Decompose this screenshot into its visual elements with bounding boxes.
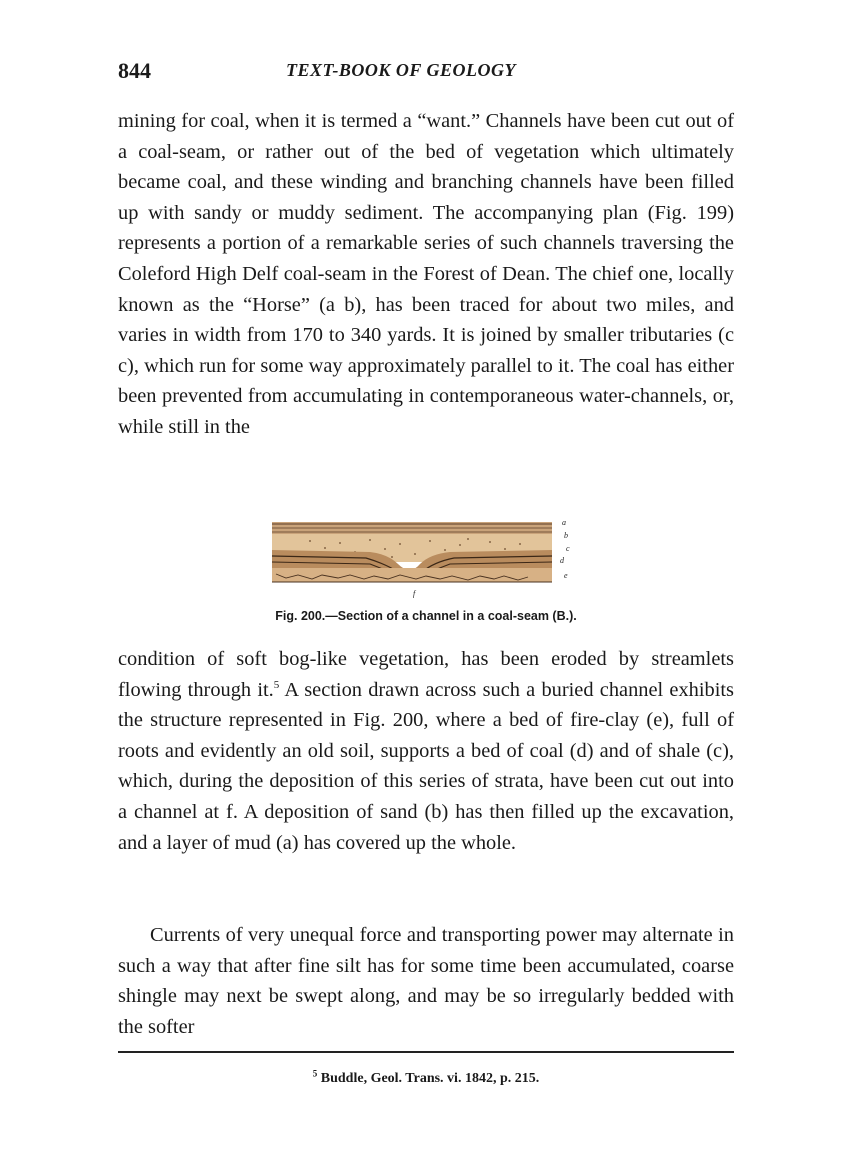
- fig-label-f: f: [413, 589, 416, 598]
- page-number: 844: [118, 58, 151, 83]
- footnote-reference: 5: [273, 678, 280, 691]
- paragraph-1: mining for coal, when it is termed a “want.” Channels have been cut out of a coal-seam, or rather out of the bed of vegetation which ultimately became coal, and these winding and branching channels have been filled up with sandy or muddy sediment. The accompanying plan (Fig. 199) represents a portion of a remarkable series of such channels traversing the Coleford High Delf coal-seam in the Forest of Dean. The chief one, locally known as the “Horse” (a b), has been traced for about two miles, and varies in width from 170 to 340 yards. It is joined by smaller tributaries (c c), which run for some way approximately parallel to it. The coal has either been prevented from accumulating in contemporaneous water-channels, or, while still in the: [118, 110, 734, 438]
- footnote-rule: [118, 1051, 734, 1053]
- figure-caption: Fig. 200.—Section of a channel in a coal-seam (B.).: [275, 609, 577, 623]
- paragraph-2: [118, 644, 734, 858]
- paragraph-2-text: condition of soft bog-like vegetation, has been eroded by streamlets flowing through it.: [118, 648, 734, 701]
- paragraph-2-rest: A section drawn across such a buried channel exhibits the structure represented in Fig. 200, where a bed of fire-clay (e), full of roots and evidently an old soil, supports a bed of coal (d) and of shale (c), which, during the deposition of this series of strata, have been cut out into a channel at f. A deposition of sand (b) has then filled up the excavation, and a layer of mud (a) has covered up the whole.: [118, 678, 734, 854]
- footnote: [118, 1068, 734, 1087]
- figure-200-channel-section: [270, 516, 590, 598]
- fig-label-d: d: [560, 556, 564, 565]
- footnote-marker: 5: [312, 1068, 318, 1079]
- fig-label-c: c: [566, 544, 570, 553]
- channel-section-illustration: [270, 516, 590, 598]
- paragraph-3: Currents of very unequal force and transporting power may alternate in such a way that after fine silt has for some time been accumulated, coarse shingle may next be swept along, and may be so irregularly bedded with the softer: [118, 924, 734, 1038]
- fig-label-e: e: [564, 571, 568, 580]
- footnote-text: Buddle, Geol. Trans. vi. 1842, p. 215.: [317, 1071, 540, 1086]
- running-head: [118, 58, 738, 88]
- fig-label-b: b: [564, 531, 568, 540]
- fig-label-a: a: [562, 518, 566, 527]
- fire-clay-layer: [272, 568, 552, 582]
- running-title: TEXT-BOOK OF GEOLOGY: [286, 60, 517, 80]
